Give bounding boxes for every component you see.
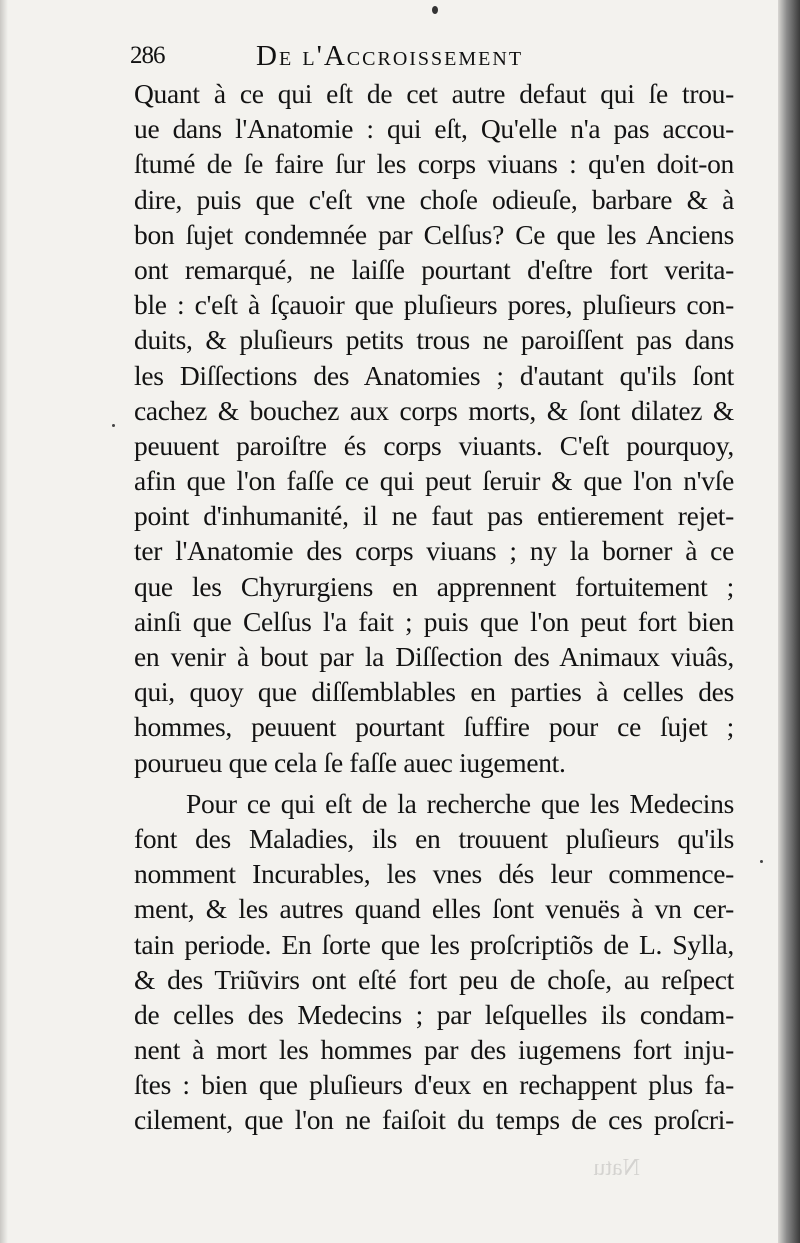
text-line: les Diſſections des Anatomies ; d'autant qu'ils ſont — [134, 359, 734, 391]
text-line: que les Chyrurgiens en apprennent fortuitement ; — [134, 570, 734, 602]
text-line: ont remarqué, ne laiſſe pourtant d'eſtre fort verita- — [134, 253, 734, 285]
bleed-through-text: Natu — [593, 1155, 640, 1181]
text-line: peuuent paroiſtre és corps viuants. C'eſt pourquoy, — [134, 429, 734, 461]
text-line: ue dans l'Anatomie : qui eſt, Qu'elle n'a pas accou- — [134, 113, 734, 145]
text-line: de celles des Medecins ; par leſquelles ils condam- — [134, 998, 734, 1030]
text-line: pourueu que cela ſe faſſe auec iugement. — [134, 746, 566, 778]
paragraph-1 — [134, 76, 734, 780]
body-text — [134, 76, 734, 1138]
page-left-edge — [0, 0, 8, 1243]
text-line: ſtes : bien que pluſieurs d'eux en rechappent plus fa- — [134, 1069, 734, 1101]
text-line: afin que l'on faſſe ce qui peut ſeruir & que l'on n'vſe — [134, 465, 734, 497]
text-line: cachez & bouchez aux corps morts, & ſont dilatez & — [134, 394, 734, 426]
paragraph-2 — [134, 786, 734, 1138]
page-header — [130, 40, 730, 80]
text-line: Quant à ce qui eſt de cet autre defaut qui ſe trou- — [134, 78, 734, 109]
text-line: tain periode. En ſorte que les proſcriptiõs de L. Sylla, — [134, 928, 734, 960]
text-line: bon ſujet condemnée par Celſus? Ce que les Anciens — [134, 218, 734, 250]
text-line: duits, & pluſieurs petits trous ne paroiſſent pas dans — [134, 324, 734, 356]
text-line: hommes, peuuent pourtant ſuffire pour ce ſujet ; — [134, 711, 734, 743]
ink-speck — [112, 424, 115, 427]
text-line: & des Triũvirs ont eſté fort peu de choſe, au reſpect — [134, 963, 734, 995]
ink-speck — [432, 6, 438, 14]
text-line: point d'inhumanité, il ne faut pas entierement rejet- — [134, 500, 734, 532]
running-title: De l'Accroissement — [256, 40, 524, 72]
text-line: nomment Incurables, les vnes dés leur commence- — [134, 858, 734, 890]
text-line: nent à mort les hommes par des iugemens fort inju- — [134, 1034, 734, 1066]
text-line: dire, puis que c'eſt vne choſe odieuſe, barbare & à — [134, 183, 734, 215]
text-line: ainſi que Celſus l'a fait ; puis que l'on peut fort bien — [134, 605, 734, 637]
text-line: font des Maladies, ils en trouuent pluſieurs qu'ils — [134, 822, 734, 854]
text-line: Pour ce qui eſt de la recherche que les Medecins — [186, 787, 734, 819]
text-line: qui, quoy que diſſemblables en parties à celles des — [134, 676, 734, 708]
text-line: ble : c'eſt à ſçauoir que pluſieurs pores, pluſieurs con- — [134, 289, 734, 321]
page-right-edge-shadow — [778, 0, 800, 1243]
text-line: ſtumé de ſe faire ſur les corps viuans : qu'en doit-on — [134, 148, 734, 180]
page-number: 286 — [130, 42, 165, 69]
text-line: cilement, que l'on ne faiſoit du temps de ces proſcri- — [134, 1104, 734, 1136]
text-line: en venir à bout par la Diſſection des Animaux viuâs, — [134, 641, 734, 672]
ink-speck — [760, 860, 763, 863]
text-line: ment, & les autres quand elles ſont venuës à vn cer- — [134, 893, 734, 925]
text-line: ter l'Anatomie des corps viuans ; ny la borner à ce — [134, 535, 734, 567]
